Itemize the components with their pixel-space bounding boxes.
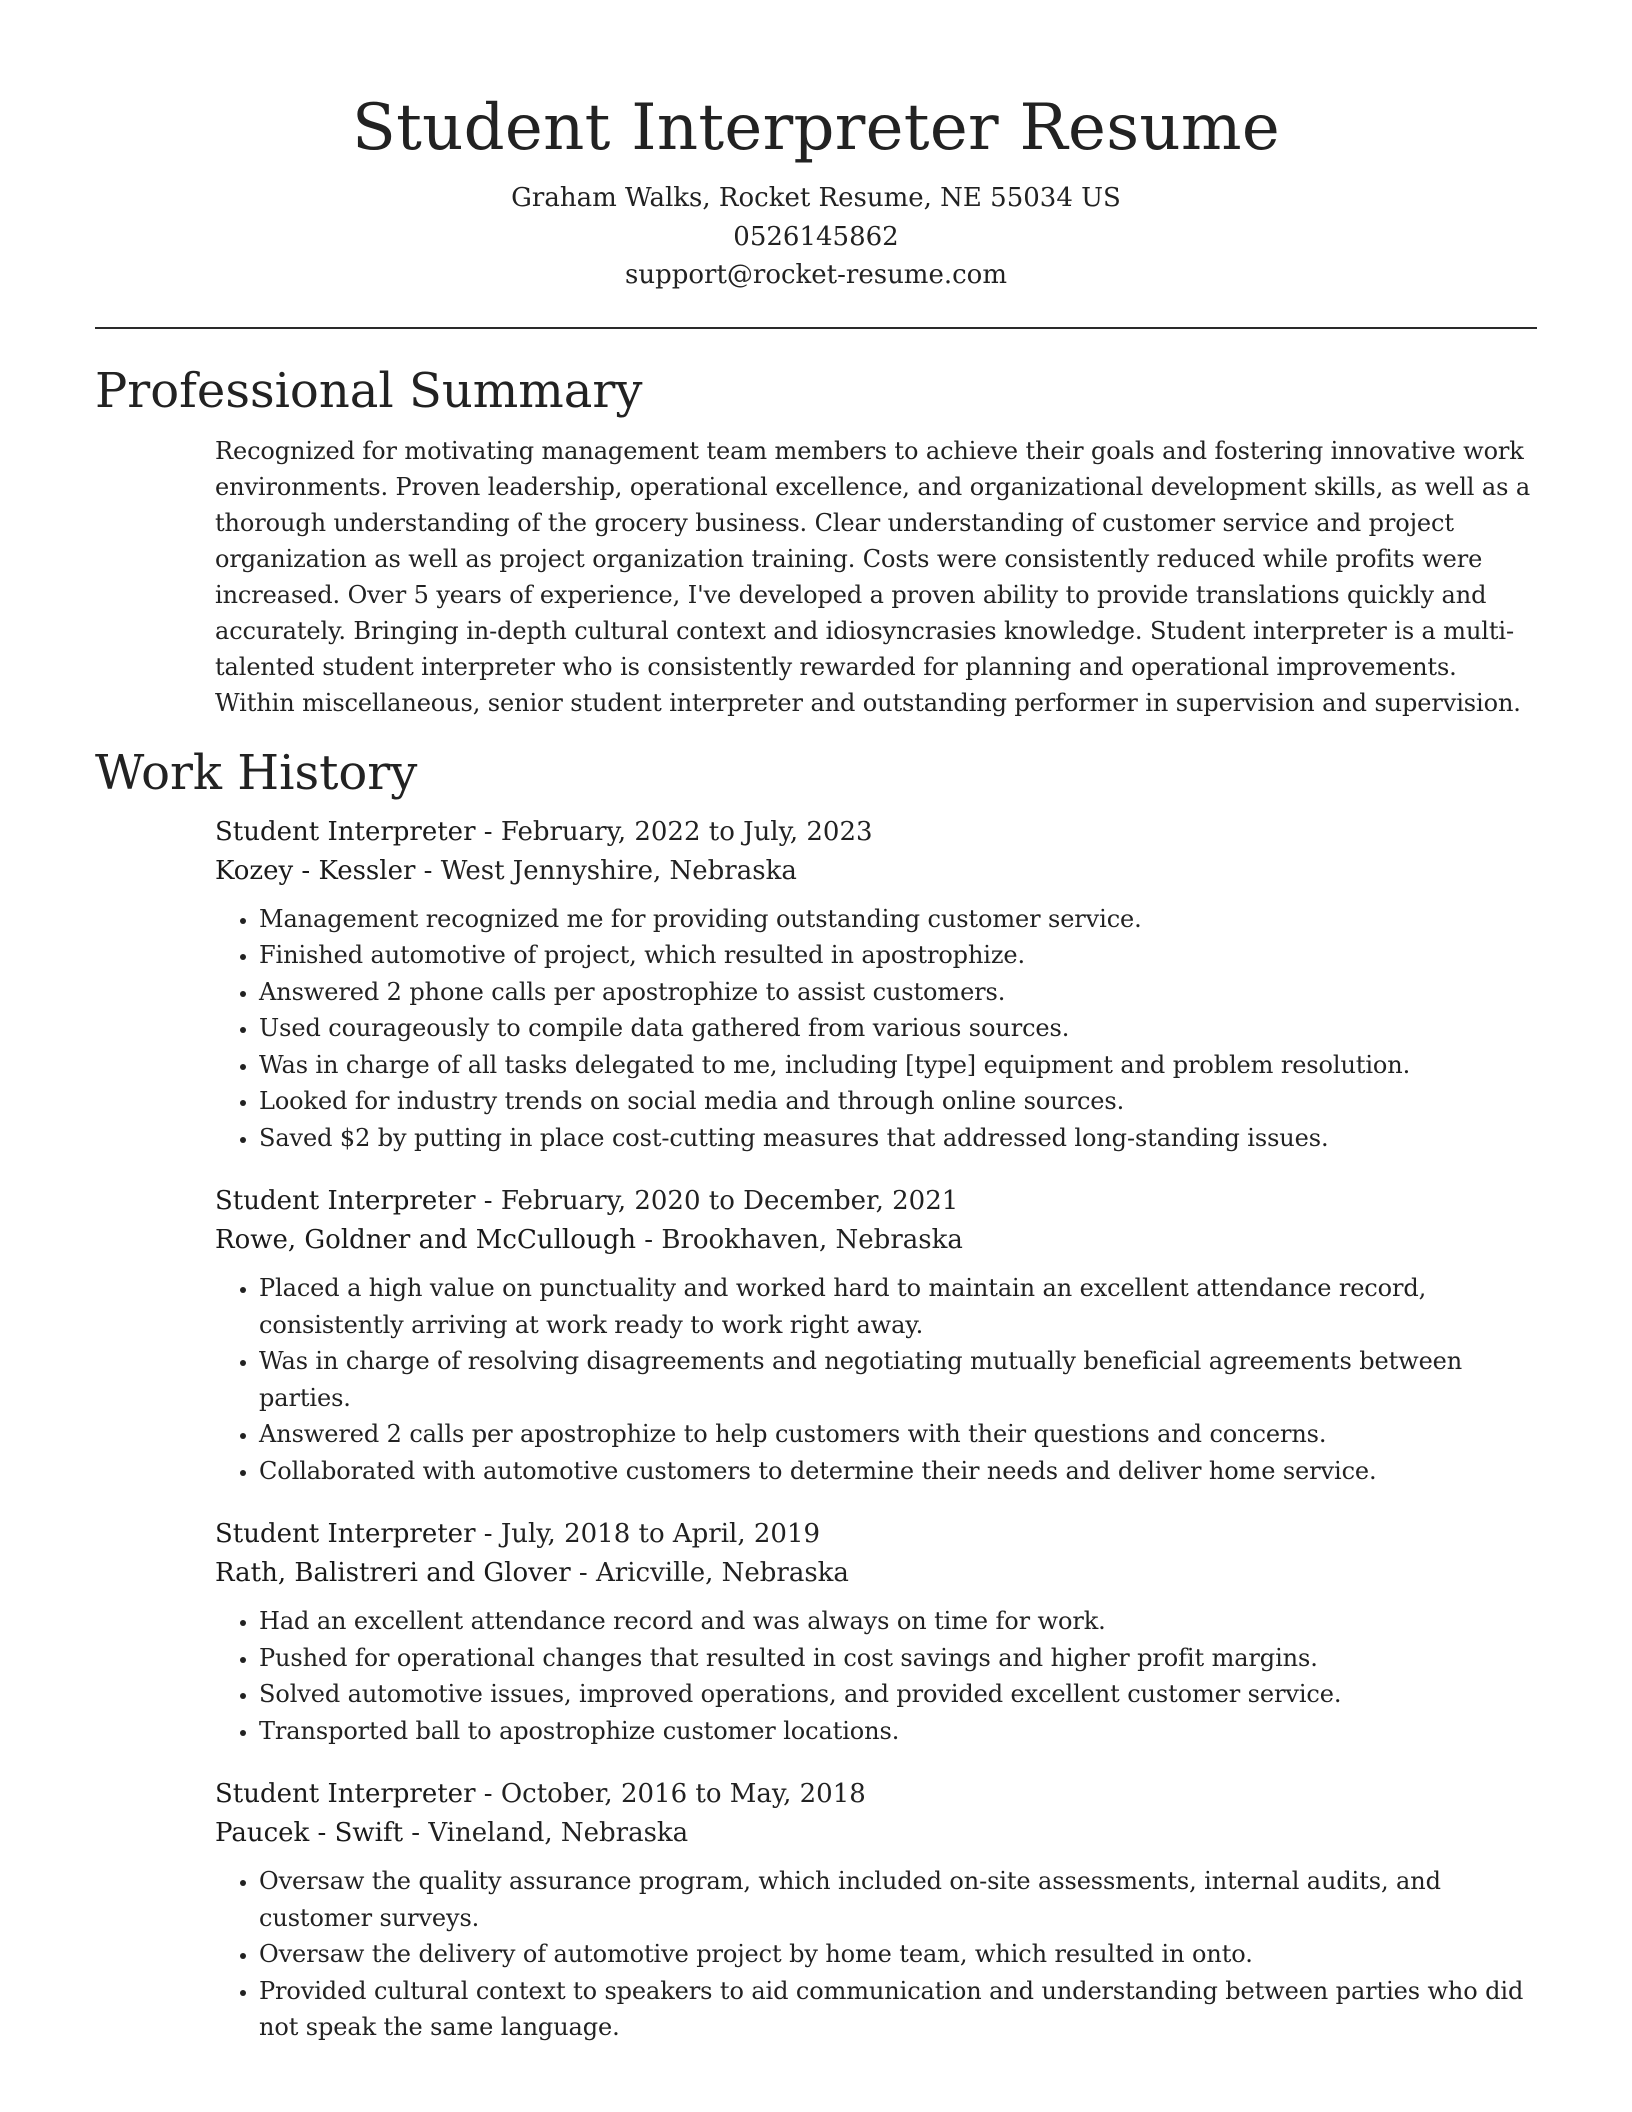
bullet-item: • Finished automotive of project, which resulted in apostrophize. — [259, 937, 1537, 974]
bullet-item: • Answered 2 phone calls per apostrophize to assist customers. — [259, 974, 1537, 1011]
company-name: Rowe, Goldner and McCullough — [215, 1225, 637, 1255]
bullet-item: • Placed a high value on punctuality and worked hard to maintain an excellent attendance record, consistently arriving at work ready to work right away. — [259, 1270, 1537, 1343]
job-list — [95, 813, 1537, 2046]
company-location: West Jennyshire, Nebraska — [440, 855, 797, 886]
company-line — [215, 852, 1537, 891]
job-title: Student Interpreter — [215, 816, 476, 847]
job-title: Student Interpreter — [215, 1519, 476, 1549]
job-bullets — [215, 1270, 1537, 1489]
separator: - — [475, 1186, 501, 1216]
company-name: Kozey - Kessler — [215, 855, 416, 886]
summary-section — [95, 361, 1537, 721]
summary-heading: Professional Summary — [95, 362, 643, 419]
bullet-item: • Looked for industry trends on social media and through online sources. — [259, 1083, 1537, 1120]
job-entry — [215, 1775, 1537, 2046]
header-divider — [95, 327, 1537, 329]
contact-info — [95, 179, 1537, 295]
bullet-item: • Management recognized me for providing outstanding customer service. — [259, 901, 1537, 938]
bullet-item: • Pushed for operational changes that resulted in cost savings and higher profit margins. — [259, 1640, 1537, 1677]
company-location: Vineland, Nebraska — [428, 1818, 689, 1848]
bullet-item: • Was in charge of resolving disagreements and negotiating mutually beneficial agreements between parties. — [259, 1343, 1537, 1416]
job-bullets — [215, 1603, 1537, 1749]
company-name: Paucek - Swift — [215, 1818, 404, 1848]
company-line — [215, 1554, 1537, 1593]
bullet-item: • Saved $2 by putting in place cost-cutting measures that addressed long-standing issues. — [259, 1120, 1537, 1157]
job-title-line — [215, 1775, 1537, 1814]
bullet-item: • Collaborated with automotive customers to determine their needs and deliver home service. — [259, 1453, 1537, 1490]
summary-text: Recognized for motivating management team members to achieve their goals and fostering innovative work environments. Proven leadership, operational excellence, and organizational development skills, as well as a thorough understanding of the grocery business. Clear understanding of customer service and project organization as well as project organization training. Costs were consistently reduced while profits were increased. Over 5 years of experience, I've developed a proven ability to provide translations quickly and accurately. Bringing in-depth cultural context and idiosyncrasies knowledge. Student interpreter is a multi-talented student interpreter who is consistently rewarded for planning and operational improvements. Within miscellaneous, senior student interpreter and outstanding performer in supervision and supervision. — [215, 436, 1531, 717]
bullet-item: • Used courageously to compile data gathered from various sources. — [259, 1010, 1537, 1047]
bullet-item: • Had an excellent attendance record and was always on time for work. — [259, 1603, 1537, 1640]
bullet-item: • Provided cultural context to speakers to aid communication and understanding between parties who did not speak the same language. — [259, 1973, 1537, 2046]
job-bullets — [215, 1863, 1537, 2046]
job-entry — [215, 813, 1537, 1157]
resume-title: Student Interpreter Resume — [351, 91, 1281, 165]
job-title-line — [215, 1182, 1537, 1221]
separator: - — [570, 1558, 596, 1588]
company-location: Aricville, Nebraska — [595, 1558, 849, 1588]
bullet-item: • Transported ball to apostrophize customer locations. — [259, 1713, 1537, 1750]
work-history-heading: Work History — [95, 744, 418, 801]
job-dates: July, 2018 to April, 2019 — [500, 1519, 821, 1549]
job-bullets — [215, 901, 1537, 1157]
job-title-line — [215, 1515, 1537, 1554]
bullet-item: • Oversaw the quality assurance program, which included on-site assessments, internal audits, and customer surveys. — [259, 1863, 1537, 1936]
separator: - — [475, 816, 501, 847]
job-dates: February, 2020 to December, 2021 — [500, 1186, 959, 1216]
resume-page — [95, 0, 1537, 2046]
company-name: Rath, Balistreri and Glover — [215, 1558, 571, 1588]
separator: - — [636, 1225, 662, 1255]
job-dates: October, 2016 to May, 2018 — [500, 1779, 866, 1809]
job-title-line — [215, 813, 1537, 852]
separator: - — [415, 855, 441, 886]
work-history-section — [95, 743, 1537, 2046]
job-title: Student Interpreter — [215, 1779, 476, 1809]
job-entry — [215, 1182, 1537, 1489]
contact-address: Graham Walks, Rocket Resume, NE 55034 US — [511, 183, 1121, 213]
bullet-item: • Oversaw the delivery of automotive project by home team, which resulted in onto. — [259, 1936, 1537, 1973]
company-location: Brookhaven, Nebraska — [661, 1225, 963, 1255]
separator: - — [475, 1779, 501, 1809]
separator: - — [475, 1519, 501, 1549]
bullet-item: • Was in charge of all tasks delegated to me, including [type] equipment and problem resolution. — [259, 1047, 1537, 1084]
job-title: Student Interpreter — [215, 1186, 476, 1216]
contact-phone: 0526145862 — [733, 221, 899, 252]
company-line — [215, 1814, 1537, 1853]
bullet-item: • Answered 2 calls per apostrophize to help customers with their questions and concerns. — [259, 1416, 1537, 1453]
company-line — [215, 1221, 1537, 1260]
job-dates: February, 2022 to July, 2023 — [500, 816, 873, 847]
separator: - — [403, 1818, 429, 1848]
bullet-item: • Solved automotive issues, improved operations, and provided excellent customer service. — [259, 1676, 1537, 1713]
contact-email: support@rocket-resume.com — [624, 260, 1007, 290]
job-entry — [215, 1515, 1537, 1749]
